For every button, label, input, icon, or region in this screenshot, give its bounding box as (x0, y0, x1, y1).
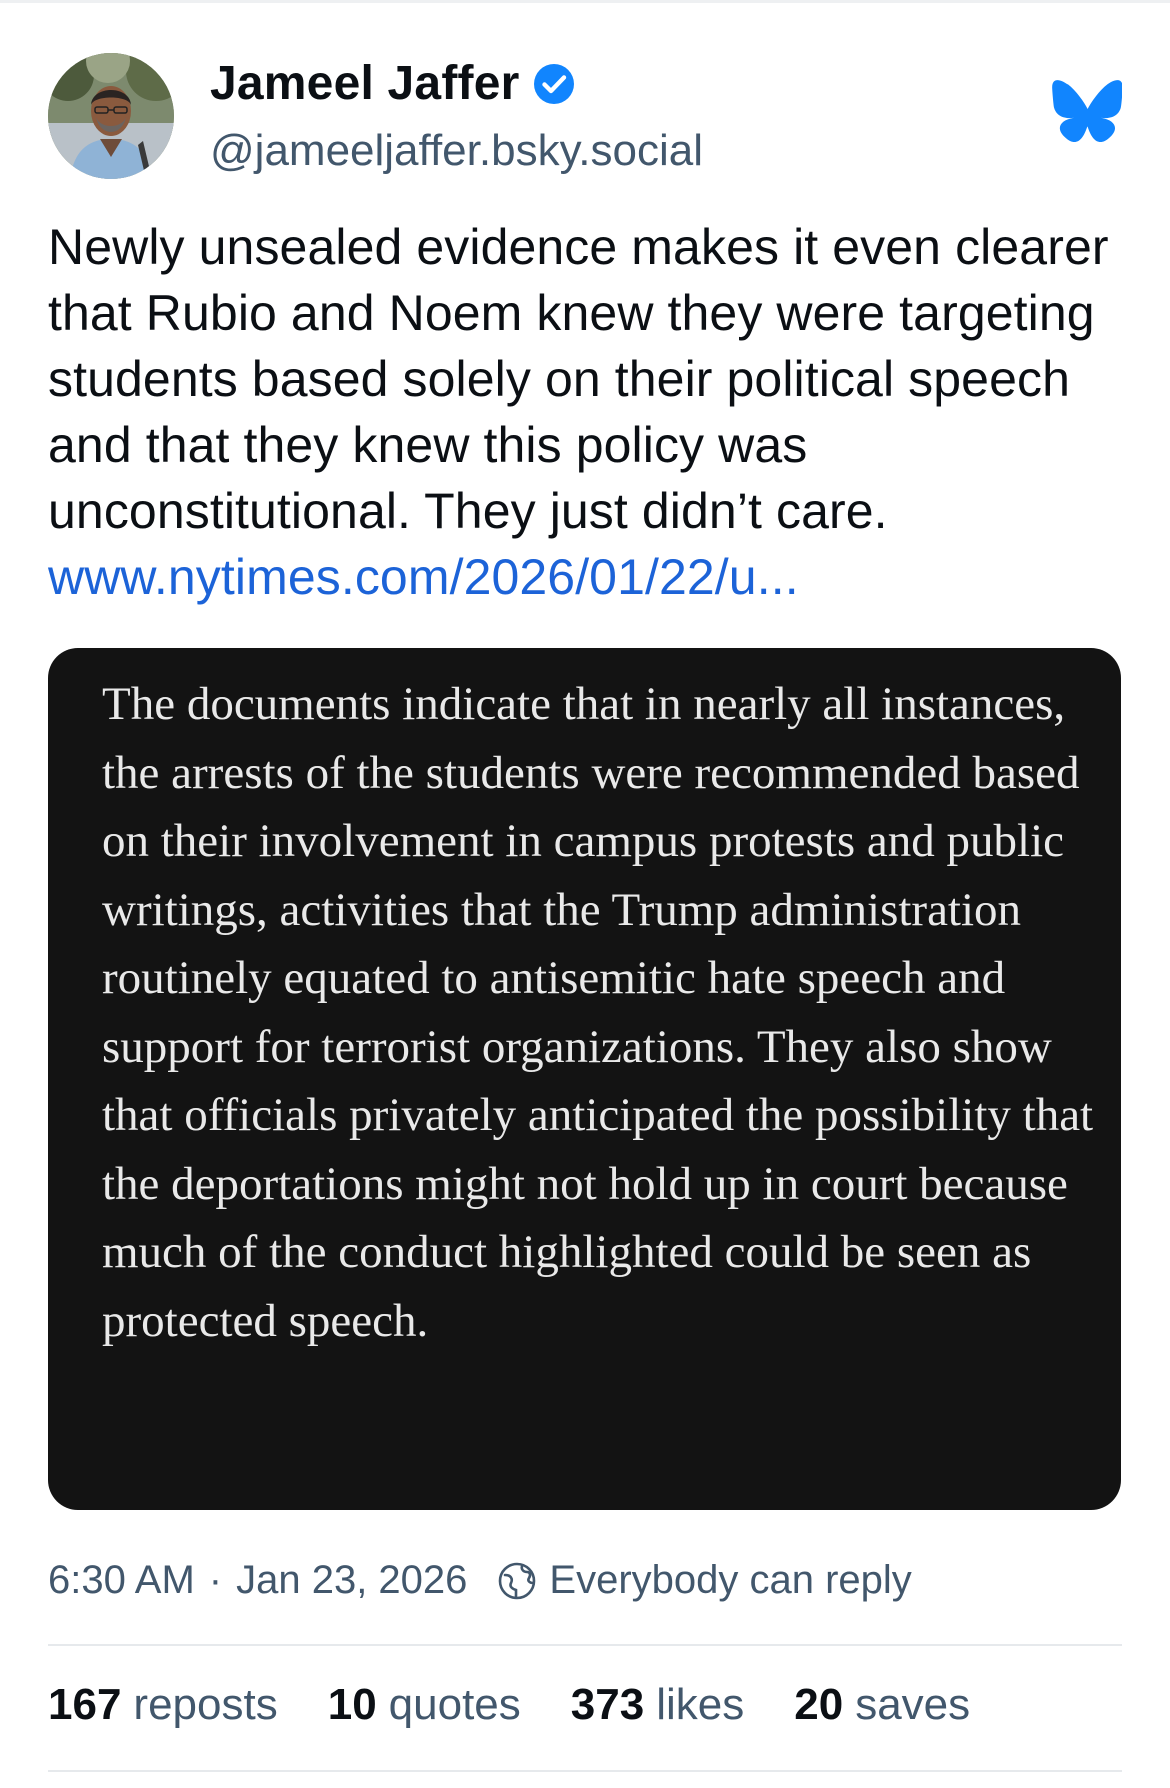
embedded-image[interactable] (48, 648, 1121, 1510)
post-body (48, 214, 1128, 610)
stat-quotes[interactable] (328, 1680, 521, 1730)
stat-saves[interactable] (794, 1680, 970, 1730)
stat-count: 167 (48, 1680, 122, 1729)
meta-separator: · (208, 1558, 223, 1602)
post-date: Jan 23, 2026 (236, 1558, 468, 1602)
stat-count: 10 (327, 1680, 377, 1729)
profile-photo-icon (48, 53, 174, 179)
bluesky-butterfly-icon[interactable] (1052, 78, 1122, 142)
avatar[interactable] (48, 53, 174, 179)
stat-reposts[interactable] (48, 1680, 278, 1730)
top-divider (0, 0, 1170, 3)
engagement-stats (48, 1680, 1020, 1730)
post-text: Newly unsealed evidence makes it even clearer that Rubio and Noem knew they were targeting students based solely on their political speech and that they knew this policy was unconstitutional. They just didn’t care. (48, 219, 1109, 539)
meta-divider (48, 1644, 1122, 1646)
embedded-image-text: The documents indicate that in nearly all instances, the arrests of the students were recommended based on their involvement in campus protests and public writings, activities that the Trump administration routinely equated to antisemitic hate speech and support for terrorist organizations. They also show that officials privately anticipated the possibility that the deportations might not hold up in court because much of the conduct highlighted could be seen as protected speech. (102, 678, 1094, 1347)
stat-label: saves (855, 1680, 971, 1729)
stat-label: quotes (388, 1680, 521, 1729)
globe-icon (497, 1561, 537, 1601)
post-time: 6:30 AM (48, 1558, 195, 1602)
reply-setting[interactable]: Everybody can reply (549, 1558, 912, 1602)
stat-label: reposts (133, 1680, 278, 1729)
author-handle[interactable]: @jameeljaffer.bsky.social (210, 126, 704, 175)
stat-likes[interactable] (571, 1680, 744, 1730)
stat-count: 373 (570, 1680, 645, 1729)
verified-badge-icon[interactable] (533, 63, 575, 105)
post-link[interactable]: www.nytimes.com/2026/01/22/u... (48, 549, 799, 605)
post-meta (48, 1558, 912, 1603)
name-row (210, 56, 575, 111)
stat-label: likes (656, 1680, 745, 1729)
author-display-name[interactable]: Jameel Jaffer (210, 57, 520, 110)
stat-count: 20 (794, 1680, 844, 1729)
post-header (48, 48, 1122, 188)
stats-divider (48, 1770, 1122, 1772)
